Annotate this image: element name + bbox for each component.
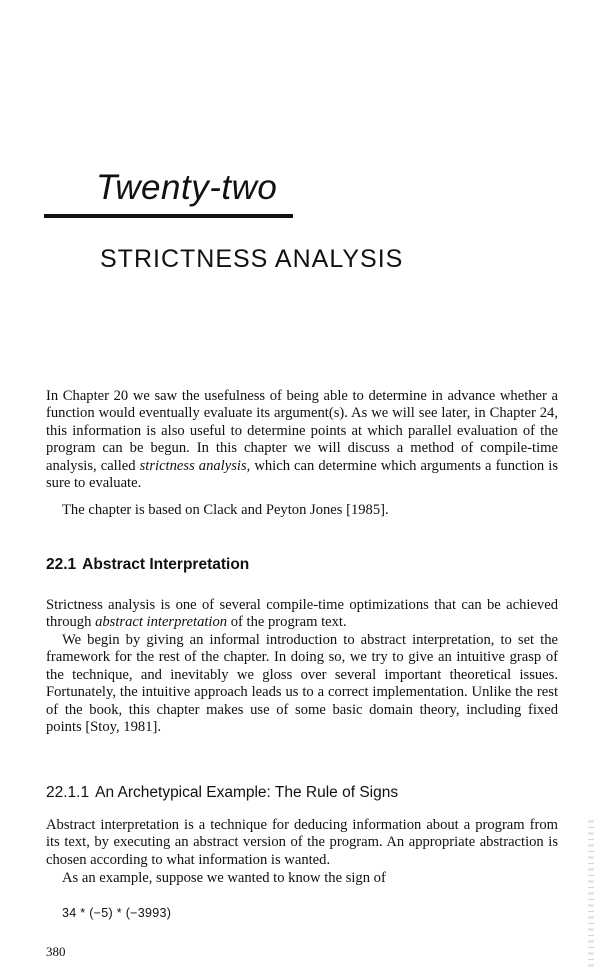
emphasis-abstract-interpretation: abstract interpretation <box>95 614 228 631</box>
scan-edge-artifact <box>588 820 594 970</box>
section-22-1-1-paragraph-2: As an example, suppose we wanted to know the sign of <box>62 870 386 886</box>
section-22-1-paragraph-2: We begin by giving an informal introduction to abstract interpretation, to set the framework for the rest of the chapter. In doing so, we try to give an intuitive grasp of the technique, and inevitably we gloss over several important theoretical issues. Fortunately, the intuitive approach leads us to a correct implementation. Unlike the rest of the book, this chapter makes use of some basic domain theory, including fixed points [Stoy, 1981]. <box>46 632 558 736</box>
section-22-1-1-paragraph-1: Abstract interpretation is a technique for deducing information about a program from its text, by executing an abstract version of the program. An appropriate abstraction is chosen according to what information is wanted. <box>46 817 558 868</box>
emphasis-strictness-analysis: strictness analysis <box>139 457 247 474</box>
section-heading-22-1-1: 22.1.1 An Archetypical Example: The Rule of Signs <box>46 784 399 801</box>
section-heading-22-1: 22.1 Abstract Interpretation <box>46 556 250 573</box>
code-expression: 34 * (−5) * (−3993) <box>62 906 172 920</box>
chapter-rule <box>44 214 293 218</box>
chapter-title: STRICTNESS ANALYSIS <box>100 245 404 273</box>
section-22-1-paragraph-1: Strictness analysis is one of several compile-time optimizations that can be achieved through abstract interpretation of the program text. <box>46 597 558 631</box>
chapter-number: Twenty-two <box>96 168 278 207</box>
intro-paragraph-1: In Chapter 20 we saw the usefulness of being able to determine in advance whether a function would eventually evaluate its argument(s). As we will see later, in Chapter 24, this information is also useful to determine points at which parallel evaluation of the program can be begun. In this chapter we will discuss a method of compile-time analysis, called strictness analysis, which can determine which arguments a function is sure to evaluate. <box>46 388 558 492</box>
page-number: 380 <box>46 944 66 959</box>
intro-paragraph-2: The chapter is based on Clack and Peyton Jones [1985]. <box>62 502 389 518</box>
